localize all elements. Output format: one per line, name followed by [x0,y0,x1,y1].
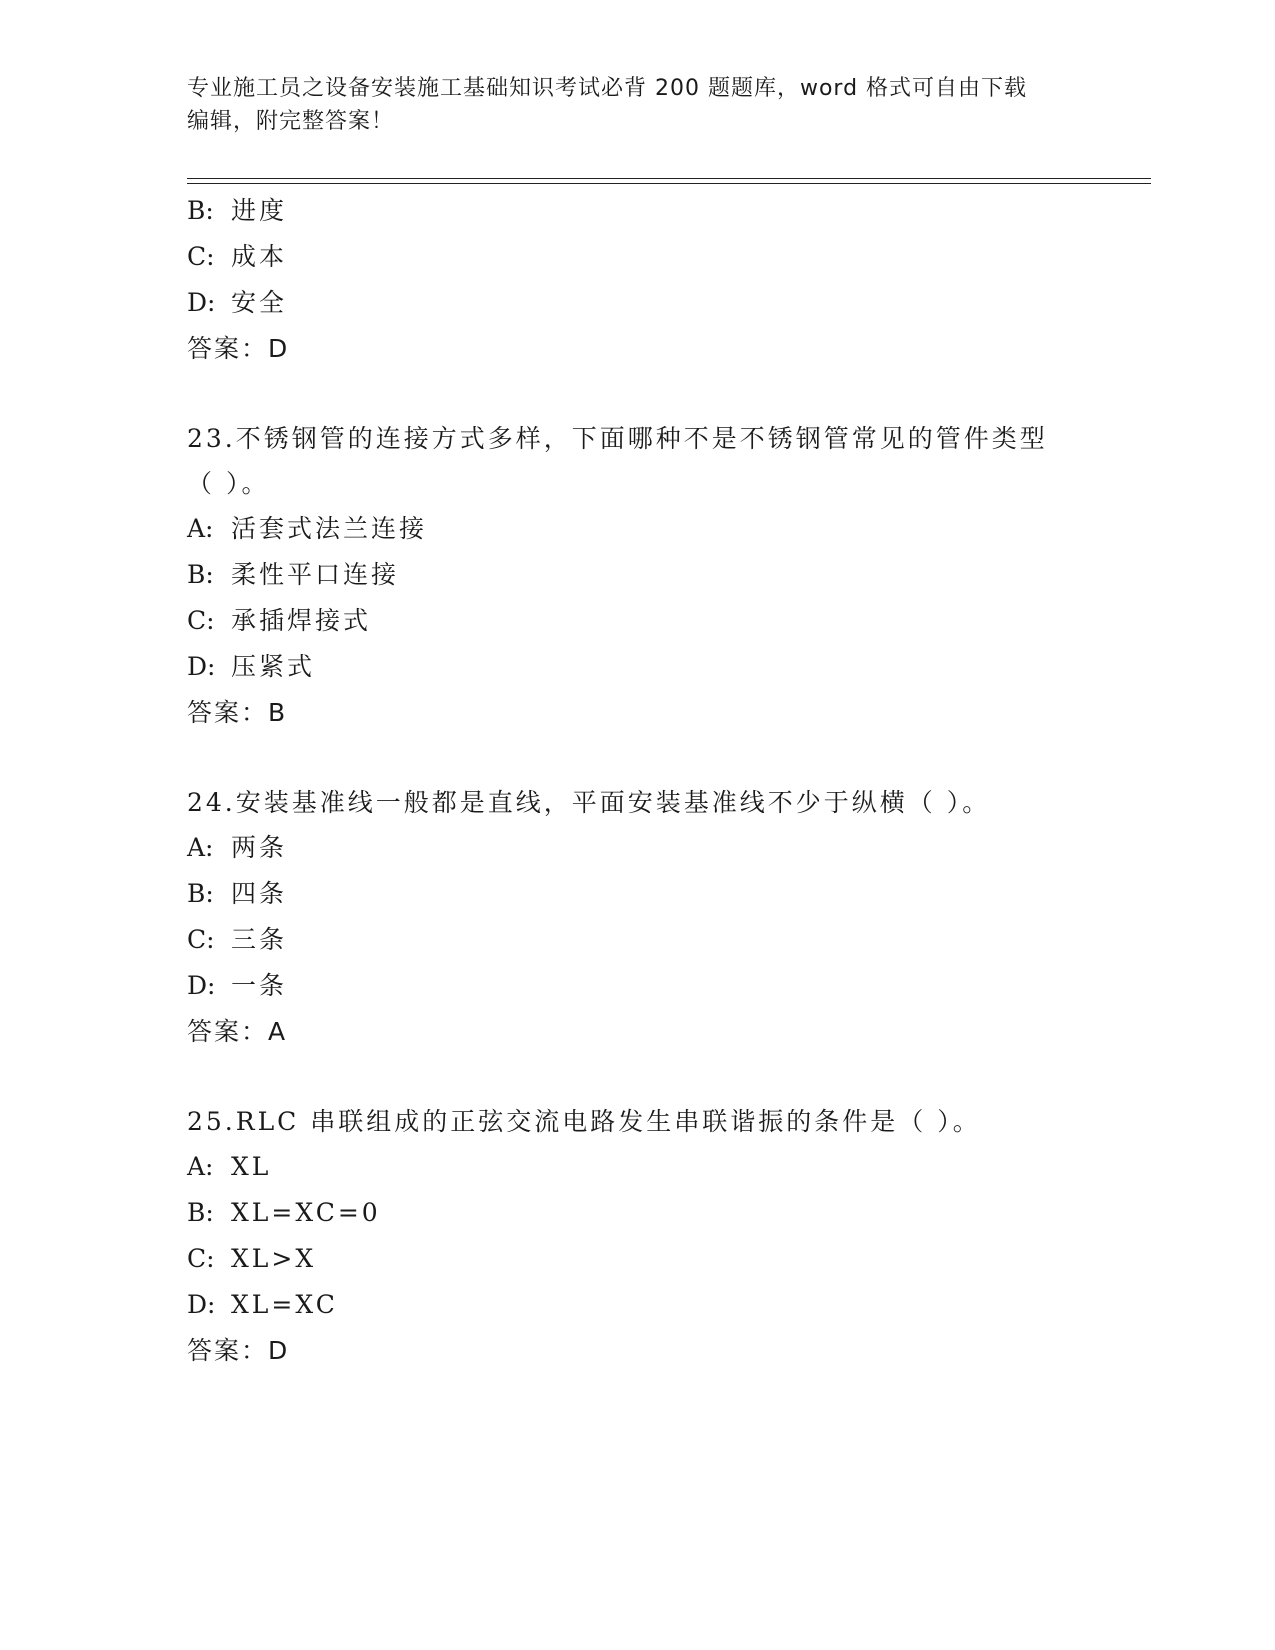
option-d: D: XL=XC [187,1290,338,1319]
option-b: B: 柔性平口连接 [187,560,400,589]
question-title: 23.不锈钢管的连接方式多样，下面哪种不是不锈钢管常见的管件类型 （ ）。 [187,424,1048,498]
answer: 答案：A [187,1017,288,1046]
question-list [187,188,1107,1374]
option-c: C: XL>X [187,1244,317,1273]
question-23 [187,416,1107,736]
option-b: B: 进度 [187,196,288,225]
header-line-2: 编辑，附完整答案！ [187,109,395,134]
option-d: D: 压紧式 [187,652,316,681]
option-c: C: 三条 [187,925,288,954]
option-a: A: 两条 [187,833,288,862]
question-22 [187,188,1107,372]
answer: 答案：D [187,334,290,363]
header-divider-bottom [187,183,1151,184]
option-a: A: XL [187,1152,272,1181]
header-divider-top [187,178,1151,179]
header-line-1: 专业施工员之设备安装施工基础知识考试必背 200 题题库，word 格式可自由下载 [187,76,1028,101]
question-25 [187,1099,1107,1374]
option-d: D: 一条 [187,971,288,1000]
option-a: A: 活套式法兰连接 [187,514,428,543]
answer: 答案：D [187,1336,290,1365]
answer: 答案：B [187,698,288,727]
option-d: D: 安全 [187,288,288,317]
question-24 [187,780,1107,1055]
option-c: C: 承插焊接式 [187,606,372,635]
document-header [187,72,1067,138]
option-b: B: 四条 [187,879,288,908]
question-title: 25.RLC 串联组成的正弦交流电路发生串联谐振的条件是（ ）。 [187,1107,981,1136]
option-b: B: XL=XC=0 [187,1198,381,1227]
question-title: 24.安装基准线一般都是直线，平面安装基准线不少于纵横（ ）。 [187,788,991,817]
option-c: C: 成本 [187,242,288,271]
